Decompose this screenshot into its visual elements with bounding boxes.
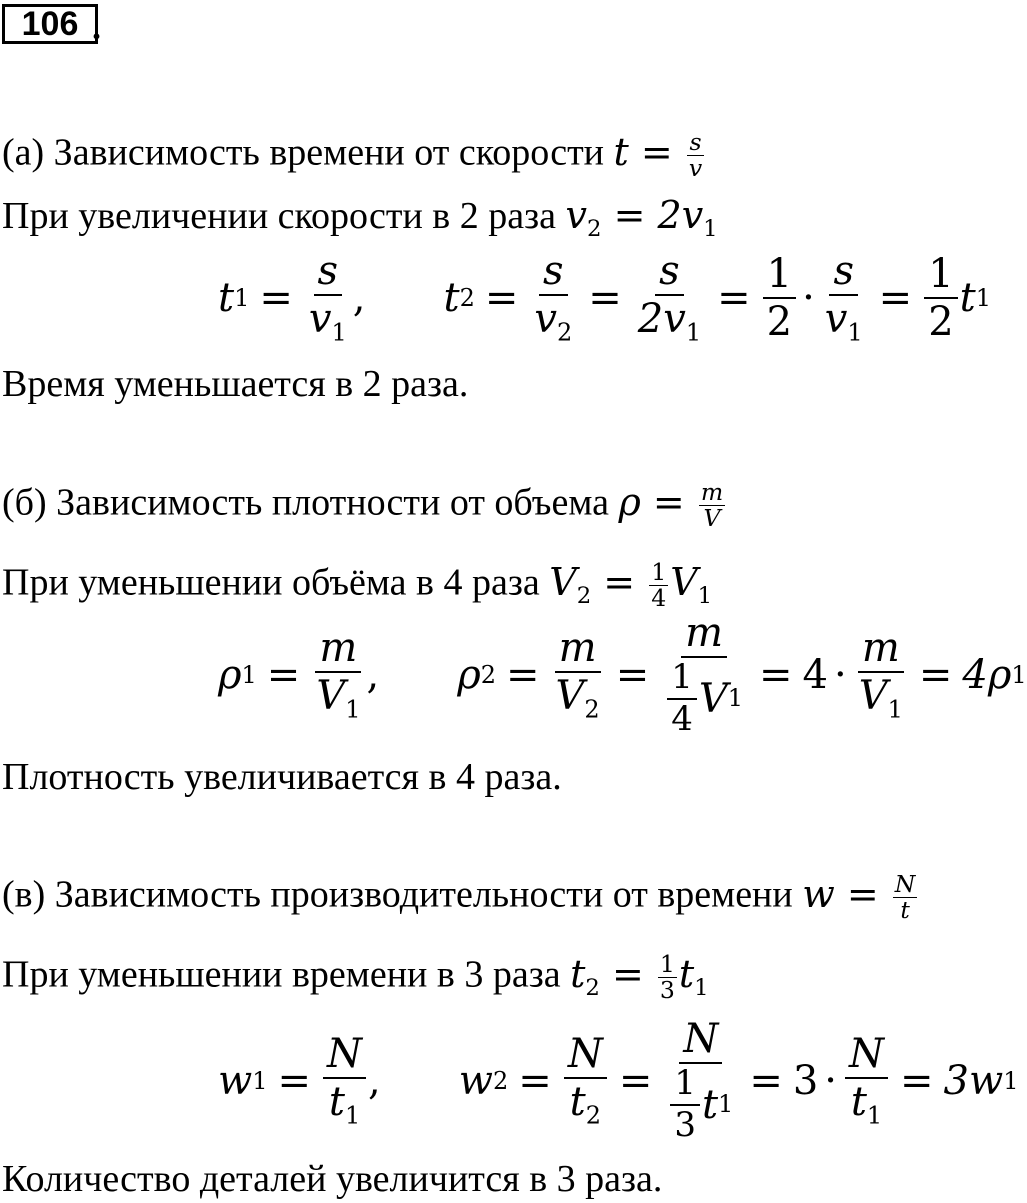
part-c-equations: w 1 = $\frac{N}{t_1}$ , w 2 = $\frac{N}{t_2}$ = N $\frac{1}{3}$ t 1 = 3 · $\frac{N}{t_1}$ = 3w 1 (218, 1016, 1019, 1145)
part-a-condition-math: $v_2 = 2v_1$ (565, 193, 718, 242)
part-a-equations: t 1 = $\frac{s}{v_1}$ , t 2 = $\frac{s}{v_2}$ = $\frac{s}{2v_1}$ = $\frac{1}{2}$ · $\frac{s}{v_1}$ = $\frac{1}{2}$ t 1 (218, 248, 991, 347)
part-a-formula: t = $\frac{s}{v}$ (613, 128, 703, 182)
problem-number-dot: . (92, 7, 101, 47)
part-b-condition-math: $V_2$ = $\frac{1}{4}$ $V_1$ (549, 558, 713, 612)
part-b-heading (2, 480, 727, 530)
part-a-heading-text: (а) Зависимость времени от скорости (2, 131, 605, 174)
part-b-equations: ρ 1 = $\frac{m}{V_1}$ , ρ 2 = $\frac{m}{V_2}$ = m $\frac{1}{4}$ V 1 = 4 · $\frac{m}{V_1}$ = 4ρ 1 (218, 610, 1027, 739)
part-b-eq2-fraction-2: m $\frac{1}{4}$ V 1 (661, 612, 747, 737)
part-c-conclusion: Количество деталей увеличится в 3 раза. (2, 1158, 663, 1200)
part-b-condition (2, 560, 712, 610)
part-b-condition-fraction: $\frac{1}{4}$ (651, 558, 667, 612)
part-a-eq2-fraction-4: $\frac{s}{v_1}$ (824, 248, 863, 347)
part-b-condition-text: При уменьшении объёма в 4 раза (2, 561, 540, 604)
part-c-condition-text: При уменьшении времени в 3 раза (2, 953, 561, 996)
part-a-condition-text: При увеличении скорости в 2 раза (2, 195, 556, 237)
part-b-eq2-fraction-3: $\frac{m}{V_1}$ (858, 624, 903, 724)
part-c-condition (2, 952, 709, 1002)
part-b-eq2-inner-fraction: $\frac{1}{4}$ (667, 660, 697, 737)
part-b-formula-fraction: $\frac{m}{V}$ (700, 478, 724, 532)
problem-number-box (2, 4, 98, 44)
part-c-formula: w = $\frac{N}{t}$ (802, 870, 916, 924)
part-a-heading (2, 130, 706, 180)
part-b-eq1-fraction: $\frac{m}{V_1}$ (316, 624, 361, 724)
part-c-heading-text: (в) Зависимость производительности от времени (2, 873, 793, 916)
part-c-eq2-fraction-1: $\frac{N}{t_2}$ (564, 1033, 607, 1129)
part-b-eq2-fraction-1: $\frac{m}{V_2}$ (555, 624, 600, 724)
part-b-formula: ρ = $\frac{m}{V}$ (618, 478, 724, 532)
part-a-eq2-fraction-5: $\frac{1}{2}$ (924, 253, 957, 343)
part-c-eq2-fraction-3: $\frac{N}{t_1}$ (845, 1033, 888, 1129)
part-a-eq2-fraction-3: $\frac{1}{2}$ (763, 253, 796, 343)
part-c-eq2-fraction-2: N $\frac{1}{3}$ t 1 (664, 1018, 737, 1143)
part-c-formula-fraction: $\frac{N}{t}$ (894, 870, 916, 924)
part-b-heading-text: (б) Зависимость плотности от объема (2, 481, 609, 524)
part-a-eq2-fraction-1: $\frac{s}{v_2}$ (534, 248, 573, 347)
part-c-heading (2, 872, 919, 922)
part-a-condition (2, 193, 718, 242)
part-c-condition-math: $t_2$ = $\frac{1}{3}$ $t_1$ (570, 950, 709, 1004)
part-c-eq2-inner-fraction: $\frac{1}{3}$ (670, 1066, 700, 1143)
part-c-condition-fraction: $\frac{1}{3}$ (659, 950, 675, 1004)
part-a-eq1-fraction: $\frac{s}{v_1}$ (308, 248, 347, 347)
part-c-eq1-fraction: $\frac{N}{t_1}$ (323, 1033, 366, 1129)
part-b-conclusion: Плотность увеличивается в 4 раза. (2, 756, 562, 798)
part-a-formula-fraction: $\frac{s}{v}$ (688, 128, 703, 182)
part-a-eq2-fraction-2: $\frac{s}{2v_1}$ (637, 248, 702, 347)
problem-number: 106 (21, 5, 79, 43)
part-a-conclusion: Время уменьшается в 2 раза. (2, 363, 469, 405)
